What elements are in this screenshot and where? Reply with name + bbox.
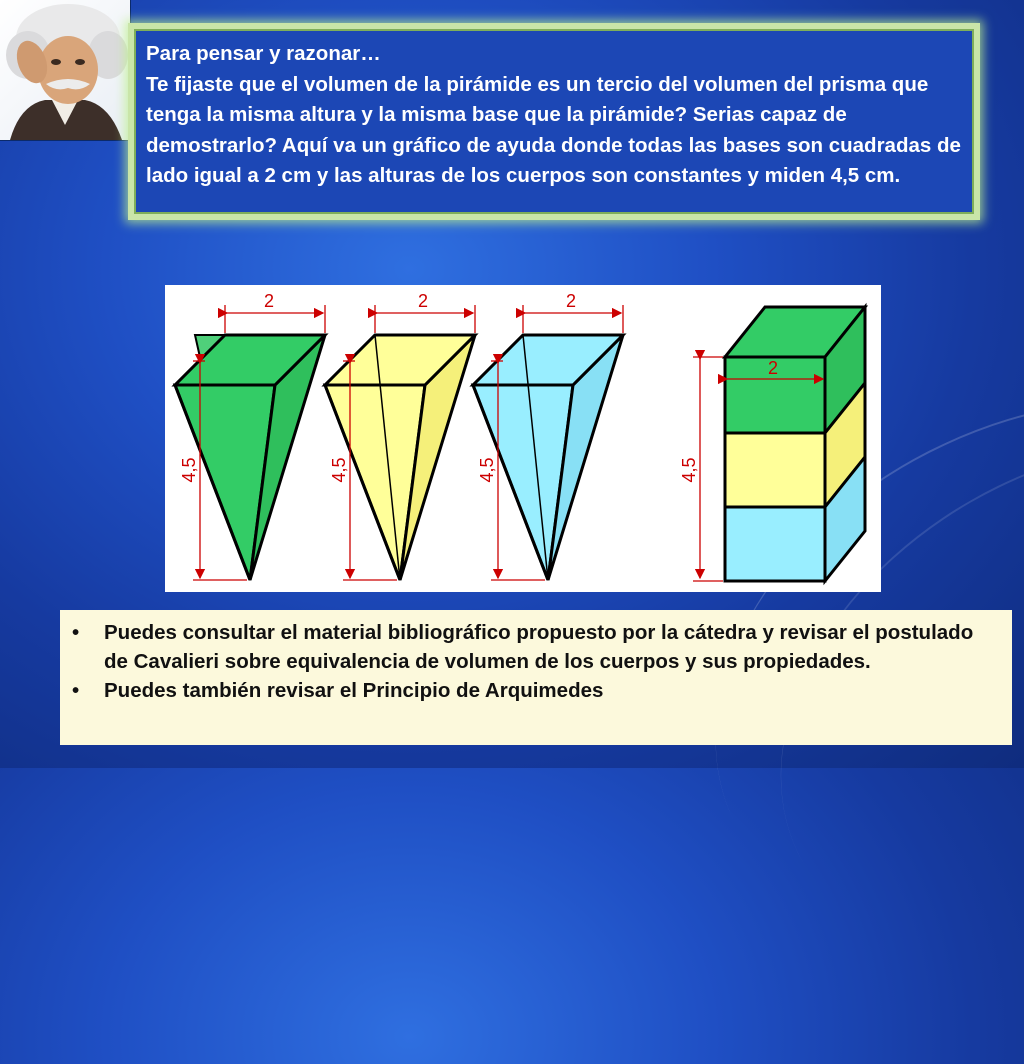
dimension-label-height: 4,5 [679,457,699,483]
intro-body: Te fijaste que el volumen de la pirámide es un tercio del volumen del prisma que tenga la misma altura y la misma base que la pirámide? Serias capaz de demostrarlo? Aquí va un gráfico de ayuda donde todas las bases son cuadradas de lado igual a 2 cm y las alturas de los cuerpos son constantes y miden 4,5 cm. [146,72,961,187]
dimension-label-base: 2 [263,291,275,311]
references-box [60,610,1012,745]
list-item [72,676,998,705]
bullet-glyph: • [72,621,80,644]
bullet-glyph: • [72,679,80,702]
pyramids-prism-figure [165,285,881,592]
portrait-image [0,0,131,141]
dimension-label-base: 2 [767,358,779,378]
prism-stack [725,307,865,581]
dimension-label-base: 2 [565,291,577,311]
intro-heading: Para pensar y razonar… [146,42,381,65]
list-item [72,618,998,676]
references-list [72,618,998,705]
list-item-text: Puedes también revisar el Principio de Arquimedes [104,679,604,702]
intro-text-box [128,23,980,220]
dimension-label-height: 4,5 [179,457,199,483]
dimension-label-height: 4,5 [477,457,497,483]
volume-diagram [165,285,881,592]
dimension-label-height: 4,5 [329,457,349,483]
list-item-text: Puedes consultar el material bibliográfico propuesto por la cátedra y revisar el postulado de Cavalieri sobre equivalencia de volumen de los cuerpos y sus propiedades. [104,621,974,673]
dimension-label-base: 2 [417,291,429,311]
